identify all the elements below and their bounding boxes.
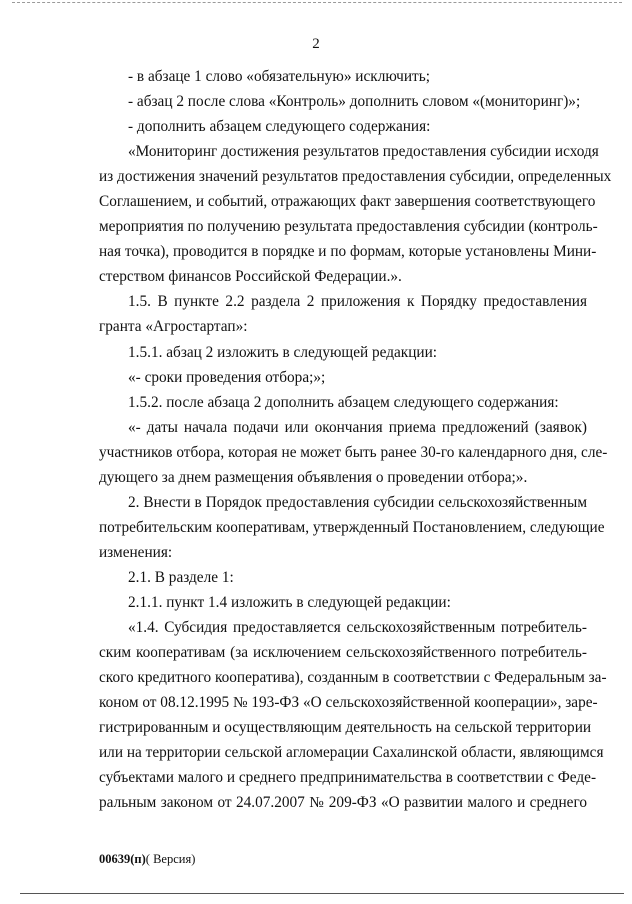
text-line: стерством финансов Российской Федерации.». xyxy=(99,268,402,286)
text-line: «Мониторинг достижения результатов предоставления субсидии исходя xyxy=(128,143,599,161)
text-line: - в абзаце 1 слово «обязательную» исключить; xyxy=(128,68,430,85)
text-line: или на территории сельской агломерации Сахалинской области, являющимся xyxy=(99,744,604,762)
page-number: 2 xyxy=(312,36,320,52)
text-line: 2.1.1. пункт 1.4 изложить в следующей редакции: xyxy=(128,593,451,611)
text-line: 2. Внести в Порядок предоставления субсидии сельскохозяйственным xyxy=(128,493,587,511)
text-line: «1.4. Субсидия предоставляется сельскохозяйственным потребитель- xyxy=(128,619,587,637)
document-code: 00639(п) xyxy=(99,852,146,866)
text-line: мероприятия по получению результата предоставления субсидии (контроль- xyxy=(99,218,598,236)
text-line: ским кооперативам (за исключением сельскохозяйственного потребитель- xyxy=(99,644,587,662)
text-line: потребительским кооперативам, утвержденный Постановлением, следующие xyxy=(99,518,605,536)
text-line: коном от 08.12.1995 № 193-ФЗ «О сельскохозяйственной кооперации», заре- xyxy=(99,694,598,712)
text-line: гистрированным и осуществляющим деятельность на сельской территории xyxy=(99,719,592,737)
text-line: гранта «Агростартап»: xyxy=(99,318,248,336)
document-footer xyxy=(99,852,195,867)
text-line: участников отбора, которая не может быть ранее 30-го календарного дня, сле- xyxy=(99,443,608,461)
text-line: 1.5. В пункте 2.2 раздела 2 приложения к Порядку предоставления xyxy=(128,293,587,311)
text-line: - дополнить абзацем следующего содержания: xyxy=(128,118,431,136)
text-line: «- сроки проведения отбора;»; xyxy=(128,368,326,386)
text-line: Соглашением, и событий, отражающих факт завершения соответствующего xyxy=(99,193,596,211)
text-line: ского кредитного кооператива), созданным в соответствии с Федеральным за- xyxy=(99,669,607,687)
text-line: дующего за днем размещения объявления о проведении отбора;». xyxy=(99,468,528,486)
text-line: ральным законом от 24.07.2007 № 209-ФЗ «О развитии малого и среднего xyxy=(99,794,587,812)
text-line: субъектами малого и среднего предпринимательства в соответствии с Феде- xyxy=(99,769,597,787)
text-line: из достижения значений результатов предоставления субсидии, определенных xyxy=(99,168,612,186)
text-line: 1.5.2. после абзаца 2 дополнить абзацем следующего содержания: xyxy=(128,393,559,411)
document-version: ( Версия) xyxy=(145,852,196,866)
text-line: 1.5.1. абзац 2 изложить в следующей редакции: xyxy=(128,343,438,361)
text-line: «- даты начала подачи или окончания приема предложений (заявок) xyxy=(128,418,587,436)
text-line: изменения: xyxy=(99,543,173,561)
document-body xyxy=(99,64,612,815)
top-scan-edge xyxy=(12,2,622,3)
text-line: - абзац 2 после слова «Контроль» дополнить словом «(мониторинг)»; xyxy=(128,93,581,111)
bottom-scan-edge xyxy=(20,893,624,894)
text-line: ная точка), проводится в порядке и по формам, которые установлены Мини- xyxy=(99,243,597,261)
text-line: 2.1. В разделе 1: xyxy=(128,568,234,586)
